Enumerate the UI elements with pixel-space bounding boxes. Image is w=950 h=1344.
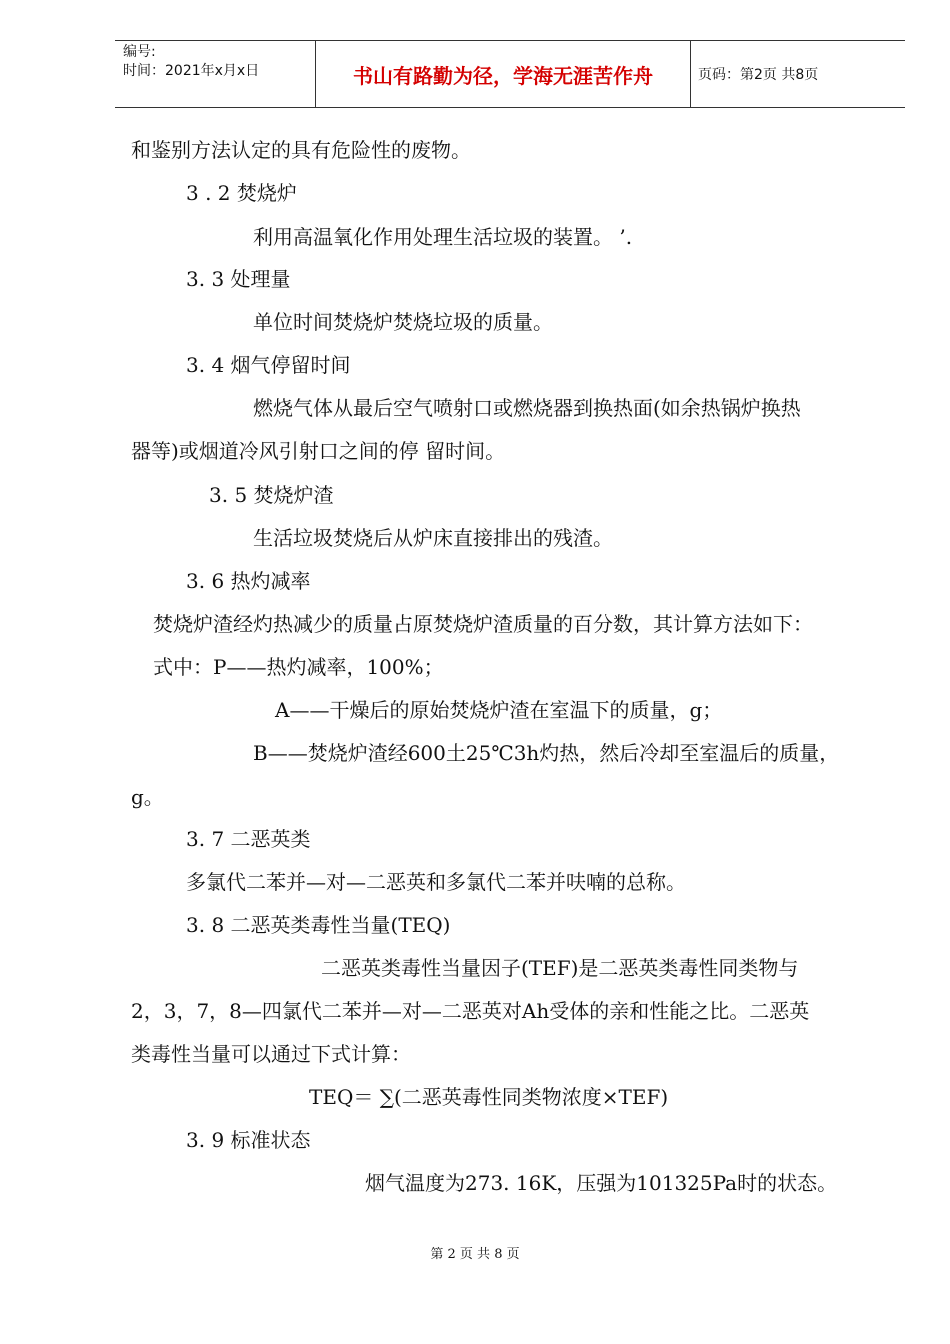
definition-text: 类毒性当量可以通过下式计算： <box>131 1042 411 1066</box>
definition-text: 2，3，7，8—四氯代二苯并—对—二恶英对Ah受体的亲和性能之比。二恶英 <box>131 999 810 1023</box>
section-heading: 3. 6 热灼减率 <box>186 569 311 593</box>
header-page-info: 页码：第2页 共8页 <box>698 67 819 83</box>
section-heading: 3. 9 标准状态 <box>186 1128 311 1152</box>
header-divider-right <box>690 41 691 107</box>
definition-text: 生活垃圾焚烧后从炉床直接排出的残渣。 <box>253 526 613 550</box>
definition-text: 二恶英类毒性当量因子(TEF)是二恶英类毒性同类物与 <box>321 956 799 980</box>
formula-legend: B——焚烧炉渣经600土25℃3h灼热，然后冷却至室温后的质量， <box>253 741 840 765</box>
document-number-label: 编号: <box>123 44 156 60</box>
definition-text: 烟气温度为273. 16K，压强为101325Pa时的状态。 <box>365 1171 838 1195</box>
document-time-label: 时间：2021年x月x日 <box>123 63 260 79</box>
text-line: 和鉴别方法认定的具有危险性的废物。 <box>131 138 471 162</box>
section-heading: 3. 8 二恶英类毒性当量(TEQ) <box>186 913 451 937</box>
definition-text: 焚烧炉渣经灼热减少的质量占原焚烧炉渣质量的百分数，其计算方法如下： <box>153 612 813 636</box>
header-motto: 书山有路勤为径，学海无涯苦作舟 <box>353 63 653 88</box>
definition-text: 利用高温氧化作用处理生活垃圾的装置。 ’. <box>253 225 633 249</box>
formula-legend: A——干燥后的原始焚烧炉渣在室温下的质量，g； <box>275 698 723 722</box>
definition-text: 器等)或烟道冷风引射口之间的停 留时间。 <box>131 439 506 463</box>
section-heading: 3. 7 二恶英类 <box>186 827 311 851</box>
header-divider-left <box>315 41 316 107</box>
page-header <box>115 40 905 108</box>
section-heading: 3. 5 焚烧炉渣 <box>209 483 334 507</box>
formula-legend: 式中：P——热灼减率，100%； <box>153 655 444 679</box>
definition-text: 多氯代二苯并—对—二恶英和多氯代二苯并呋喃的总称。 <box>186 870 686 894</box>
formula: TEQ＝ ∑(二恶英毒性同类物浓度×TEF) <box>309 1085 669 1109</box>
definition-text: 燃烧气体从最后空气喷射口或燃烧器到换热面(如余热锅炉换热 <box>253 396 801 420</box>
section-heading: 3. 4 烟气停留时间 <box>186 353 351 377</box>
header-meta <box>123 43 259 81</box>
section-heading: 3. 3 处理量 <box>186 267 291 291</box>
section-heading: 3 . 2 焚烧炉 <box>186 181 297 205</box>
page-footer: 第 2 页 共 8 页 <box>430 1247 520 1262</box>
formula-legend: g。 <box>131 785 164 809</box>
definition-text: 单位时间焚烧炉焚烧垃圾的质量。 <box>253 310 553 334</box>
